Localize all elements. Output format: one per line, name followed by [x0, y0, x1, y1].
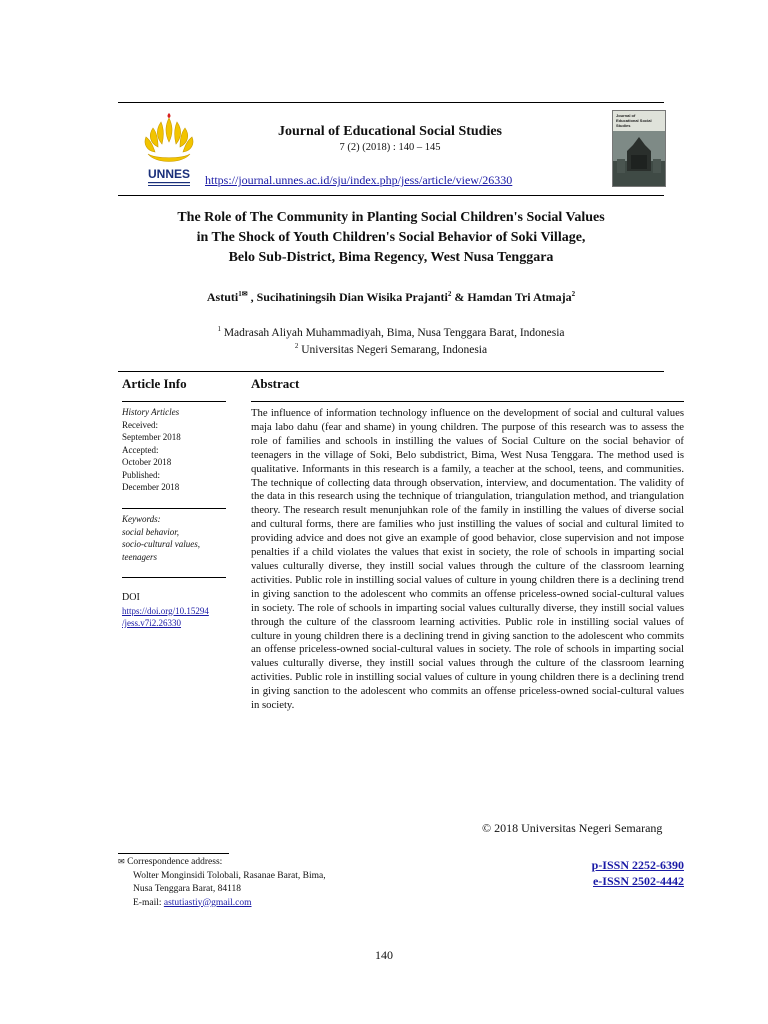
received-label: Received:	[122, 419, 158, 430]
doi-block	[122, 592, 232, 630]
affiliation-text: Madrasah Aliyah Muhammadiyah, Bima, Nusa Tenggara Barat, Indonesia	[223, 326, 565, 339]
e-issn-link[interactable]: e-ISSN 2502-4442	[592, 874, 684, 888]
info-divider	[122, 508, 226, 509]
unnes-logo	[134, 112, 204, 190]
issn-block	[540, 857, 684, 889]
affiliation	[118, 325, 664, 339]
author-mark: 2	[447, 290, 452, 298]
keyword: social behavior,	[122, 526, 179, 537]
email-label: E-mail:	[133, 897, 162, 908]
header-top-rule	[118, 102, 664, 103]
journal-title: Journal of Educational Social Studies	[277, 124, 503, 139]
affiliation-text: Universitas Negeri Semarang, Indonesia	[301, 343, 488, 356]
article-info-rule	[122, 401, 226, 402]
author-name: Sucihatiningsih Dian Wisika Prajanti	[256, 290, 448, 304]
received-date: September 2018	[122, 432, 181, 442]
title-line: Belo Sub-District, Bima Regency, West Nusa Tenggara	[228, 250, 554, 265]
correspondence-block	[118, 855, 326, 910]
address-line: Nusa Tenggara Barat, 84118	[133, 884, 242, 894]
keyword: socio-cultural values,	[122, 539, 200, 549]
logo-wordmark: UNNES	[147, 167, 191, 181]
info-divider	[122, 577, 226, 578]
title-line: in The Shock of Youth Children's Social Behavior of Soki Village,	[196, 230, 586, 245]
volume-pages: 7 (2) (2018) : 140 – 145	[339, 142, 441, 153]
affiliation	[118, 342, 664, 356]
author-mark: 2	[571, 290, 576, 298]
abstract-heading: Abstract	[251, 376, 300, 391]
history-block	[122, 406, 232, 494]
cover-title: Journal of Educational Social Studies	[616, 113, 652, 128]
doi-label: DOI	[122, 592, 140, 603]
unnes-emblem-icon	[134, 112, 204, 190]
published-date: December 2018	[122, 482, 180, 492]
abstract-rule	[251, 401, 684, 402]
temple-image-icon	[613, 131, 665, 186]
address-line: Wolter Monginsidi Tolobali, Rasanae Barat, Bima,	[133, 870, 326, 881]
title-line: The Role of The Community in Planting Social Children's Social Values	[177, 210, 605, 225]
accepted-date: October 2018	[122, 457, 172, 467]
p-issn-link[interactable]: p-ISSN 2252-6390	[591, 858, 684, 872]
correspondence-label: Correspondence address:	[127, 857, 223, 867]
mail-icon: ✉	[118, 857, 125, 866]
author-list: Astuti$^{1✉}$ , Sucihatiningsih Dian Wisika Prajanti$^2$ & Hamdan Tri Atmaja$^2$	[206, 290, 576, 304]
history-label: History Articles	[122, 407, 180, 417]
article-title	[118, 208, 664, 268]
doi-link[interactable]: /jess.v7i2.26330	[122, 618, 182, 628]
published-label: Published:	[122, 469, 161, 480]
accepted-label: Accepted:	[122, 444, 159, 455]
header-bottom-rule	[118, 195, 664, 196]
affiliation-mark: 2	[294, 342, 299, 350]
keywords-label: Keywords:	[122, 514, 161, 524]
journal-cover-thumbnail	[612, 110, 666, 187]
author-mark: 1✉	[238, 290, 248, 298]
keywords-block	[122, 513, 232, 563]
doi-link[interactable]: https://doi.org/10.15294	[122, 605, 209, 616]
page-number: 140	[375, 948, 393, 962]
section-rule	[118, 371, 664, 372]
abstract-text: The influence of information technology influence on the development of social and cultural values maja labo dahu (fear and shame) in young children. The purpose of this research was to assess the role of families and schools in instilling the values of Social Culture on the social behavior of teenagers in the village of Soki, Belo subdistrict, Bima, West Nusa Tenggara. The method used is qualitative. Informants in this research is a family, a teacher at the school, teens, and communities. The technique of collecting data through observation, interview, and documentation. The validity of the data in this research using the technique of triangulation, triangulation method, and triangulation theory. The research result menunjuhkan role of the family in instilling the values of diverse social and cultural forms, there are families who just instilling the values of social and cultural limited to providing advice and does not give an example of good behavior, close supervision and not impose penalties if a child violates the values that exist in society, the role of schools in imparting social values culturally diverse, they instill social values through the culture of the classroom learning activities. Public role in instilling social values of culture in young children there is a declining trend in giving sanction to the adolescent who commits an offense priceless-owned social-cultural values in society. The role of schools in imparting social values culturally diverse, they instill social values through the culture of the classroom learning activities. Public role in instilling social values of culture in young children there is a declining trend in giving sanction to the adolescent who commits an offense priceless-owned social-cultural values in society. The role of schools in imparting social values culturally diverse, they instill social values through the culture of the classroom learning activities. Public role in instilling social values of culture in young children there is a declining trend in giving sanction to the adolescent who commits an offense priceless-owned social-cultural values in society.	[251, 407, 684, 712]
author-name: Hamdan Tri Atmaja	[467, 290, 572, 304]
footnote-rule	[118, 853, 229, 854]
keyword: teenagers	[122, 551, 157, 562]
affiliation-mark: 1	[217, 325, 221, 333]
email-link[interactable]: astutiastiy@gmail.com	[163, 897, 252, 908]
copyright-notice: © 2018 Universitas Negeri Semarang	[482, 821, 663, 835]
author-name: Astuti	[206, 290, 239, 304]
article-url-link[interactable]: https://journal.unnes.ac.id/sju/index.php/jess/article/view/26330	[205, 173, 513, 187]
article-info-heading: Article Info	[122, 376, 187, 391]
